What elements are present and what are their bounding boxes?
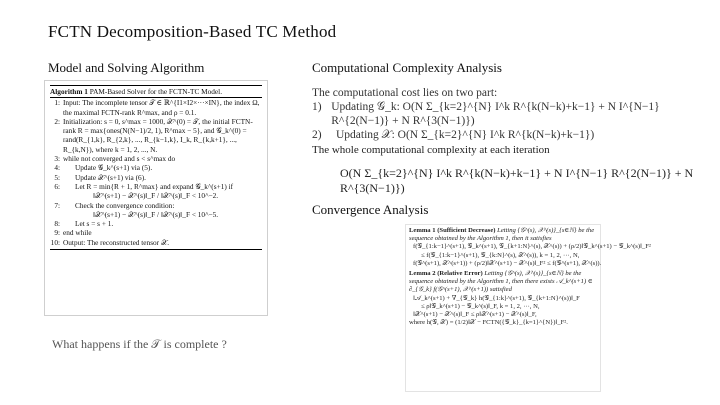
algorithm-step-text: Initialization: s = 0, s^max = 1000, 𝒳^(0) = 𝒯, the initial FCTN-rank R = max{ones(N(N−1)/2, 1), R^max − 5}, and 𝒢_k^(0) = rand(R_{1,k}, R_{2,k}, ..., R_{k−1,k}, I_k, R_{k,k+1}, ..., R_{k,N}), where k = 1, 2, ..., N. <box>63 116 253 154</box>
lemma2-equation: ≤ ρ‖𝒢_k^(s+1) − 𝒢_k^(s)‖_F, k = 1, 2, ···, N, <box>421 302 540 310</box>
algorithm-step <box>50 182 262 191</box>
algorithm-figure <box>44 80 268 316</box>
algorithm-step-number: 8: <box>54 219 60 229</box>
lemma-figure <box>405 224 651 392</box>
complexity-item-text: Updating 𝒳: O(N Σ_{k=2}^{N} I^k R^{k(N−k)+k−1}) <box>336 129 595 141</box>
whole-complexity-formula: O(N Σ_{k=2}^{N} I^k R^{k(N−k)+k−1} + N I^{N−1} R^{2(N−1)} + N R^{3(N−1)}) <box>340 166 694 195</box>
algorithm-step <box>50 117 262 154</box>
algorithm-step <box>50 173 262 182</box>
algorithm-step-text: end while <box>63 228 92 238</box>
lemma2-title: Lemma 2 (Relative Error) <box>409 270 483 278</box>
algorithm-step-text: Output: The reconstructed tensor 𝒳. <box>63 237 170 247</box>
algorithm-step-number: 1: <box>54 98 60 108</box>
algorithm-step-text: while not converged and s < s^max do <box>63 154 176 164</box>
lemma1-equation: ≤ f(𝒢_{1:k−1}^(s+1), 𝒢_{k:N}^(s), 𝒳^(s)), k = 1, 2, ···, N, <box>421 251 580 259</box>
complexity-item-label: 2) <box>312 129 322 141</box>
slide-title: FCTN Decomposition-Based TC Method <box>48 22 337 41</box>
algorithm-step-number <box>50 191 60 200</box>
lemma2-equation: ‖𝒜_k^(s+1) + ∇_{𝒢_k} h(𝒢_{1:k}^(s+1), 𝒢_{k+1:N}^(s))‖_F <box>413 294 580 302</box>
convergence-heading: Convergence Analysis <box>312 202 429 217</box>
algorithm-step-number: 9: <box>54 228 60 238</box>
complexity-item-label: 1) <box>312 101 322 113</box>
lemma1 <box>409 227 597 243</box>
lemma2 <box>409 270 597 295</box>
complexity-block <box>312 86 712 142</box>
algorithm-step <box>50 228 262 237</box>
algorithm-step <box>50 219 262 228</box>
complexity-heading: Computational Complexity Analysis <box>312 60 502 75</box>
algorithm-step <box>50 98 262 117</box>
lemma1-equation: f(𝒢_{1:k−1}^(s+1), 𝒢_k^(s+1), 𝒢_{k+1:N}^(s), 𝒳^(s)) + (ρ/2)‖𝒢_k^(s+1) − 𝒢_k^(s)‖_F² <box>413 243 651 251</box>
algorithm-step <box>50 191 262 200</box>
complexity-item-text: Updating 𝒢_k: O(N Σ_{k=2}^{N} I^k R^{k(N−k)+k−1} + N I^{N−1} R^{2(N−1)} + N R^{3(N−1)}) <box>331 101 660 127</box>
algorithm-step-text: ‖𝒳^(s+1) − 𝒳^(s)‖_F / ‖𝒳^(s)‖_F < 10^−5. <box>93 209 219 219</box>
algorithm-step-number: 10: <box>50 237 60 247</box>
algorithm-step-number: 6: <box>54 181 60 191</box>
lemma2-text: Letting {𝒢^(s), 𝒳^(s)}_{s∈ℕ} be the sequence obtained by the Algorithm 1, then there exists 𝒜_k^(s+1) ∈ ∂_{𝒢_k} f(𝒢^(s+1), 𝒳^(s+1)) satisfied <box>409 270 593 294</box>
algorithm-step-number: 3: <box>54 154 60 164</box>
algorithm-step-number: 5: <box>54 172 60 182</box>
algorithm-step-text: Update 𝒢_k^(s+1) via (5). <box>75 163 153 173</box>
complexity-intro: The computational cost lies on two part: <box>312 87 498 99</box>
lemma1-equation: f(𝒢^(s+1), 𝒳^(s+1)) + (ρ/2)‖𝒳^(s+1) − 𝒳^(s)‖_F² ≤ f(𝒢^(s+1), 𝒳^(s)). <box>413 259 602 267</box>
algorithm-step <box>50 201 262 210</box>
algorithm-title <box>50 85 262 98</box>
algorithm-step-number: 4: <box>54 163 60 173</box>
complexity-item <box>312 128 712 142</box>
algorithm-bottom-rule <box>50 247 262 250</box>
algorithm-step <box>50 154 262 163</box>
algorithm-step <box>50 238 262 247</box>
algorithm-name: PAM-Based Solver for the FCTN-TC Model. <box>89 87 223 96</box>
lemma2-where: where h(𝒢, 𝒳) = (1/2)‖𝒳 − FCTN({𝒢_k}_{k=1}^{N})‖_F². <box>409 319 568 327</box>
algorithm-step-text: Input: The incomplete tensor 𝒯 ∈ ℝ^{I1×I2×···×IN}, the index Ω, the maximal FCTN-rank R^max, and ρ = 0.1. <box>63 98 260 117</box>
question-text: What happens if the 𝒯 is complete ? <box>52 337 227 351</box>
whole-complexity-label: The whole computational complexity at each iteration <box>312 144 550 156</box>
algorithm-step-text: ‖𝒳^(s+1) − 𝒳^(s)‖_F / ‖𝒳^(s)‖_F < 10^−2. <box>93 191 219 201</box>
algorithm-step <box>50 210 262 219</box>
lemma1-text: Letting {𝒢^(s), 𝒳^(s)}_{s∈ℕ} be the sequence obtained by the Algorithm 1, then it satisfies <box>409 227 595 243</box>
algorithm-step <box>50 163 262 172</box>
model-heading: Model and Solving Algorithm <box>48 60 205 75</box>
algorithm-step-text: Update 𝒳^(s+1) via (6). <box>75 172 146 182</box>
algorithm-step-number <box>50 210 60 219</box>
lemma2-equation: ‖𝒳^(s+1) − 𝒳^(s)‖_F ≤ ρ‖𝒳^(s+1) − 𝒳^(s)‖_F, <box>413 311 537 319</box>
algorithm-step-number: 7: <box>54 200 60 210</box>
algorithm-step-number: 2: <box>54 116 60 126</box>
algorithm-steps <box>50 98 262 247</box>
lemma1-title: Lemma 1 (Sufficient Decrease) <box>409 227 496 234</box>
algorithm-step-text: Let R = min{R + 1, R^max} and expand 𝒢_k^(s+1) if <box>75 181 234 191</box>
algorithm-step-text: Check the convergence condition: <box>75 200 175 210</box>
algorithm-label: Algorithm 1 <box>50 87 88 96</box>
complexity-item <box>312 100 712 128</box>
algorithm-step-text: Let s = s + 1. <box>75 219 114 229</box>
